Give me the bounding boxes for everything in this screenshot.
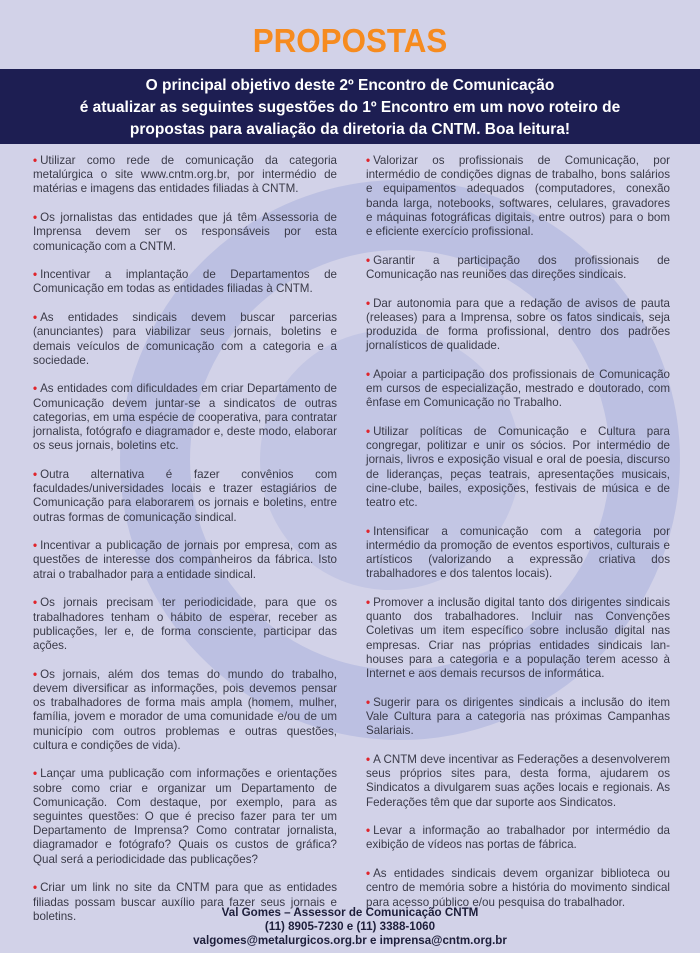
bullet-icon: • <box>366 425 371 439</box>
bullet-icon: • <box>33 596 38 610</box>
bullet-icon: • <box>366 596 371 610</box>
footer-emails: valgomes@metalurgicos.org.br e imprensa@cntm.org.br <box>193 934 507 947</box>
bullet-icon: • <box>33 467 38 481</box>
proposal-text: Lançar uma publicação com informações e orientações sobre como criar e organizar um Departamento de Comunicação. Com destaque, por exemplo, para as seguintes questões: O que é preciso fazer para ter um Departamento de Imprensa? Como contratar jornalista, diagramador e fotógrafo? Quais os custos de gráfica? Qual será a periodicidade das publicações? <box>33 767 337 866</box>
proposal-item <box>33 382 337 453</box>
proposal-text: Utilizar como rede de comunicação da categoria metalúrgica o site www.cntm.org.br, por intermédio de matérias e imagens das entidades filiadas à CNTM. <box>33 154 337 196</box>
proposal-text: Valorizar os profissionais de Comunicação, por intermédio de condições dignas de trabalho, bons salários e equipamentos adequados (computadores, conexão banda larga, notebooks, softwares, celulares, gravadores e máquinas fotográficas digitais, entre outros) para o bom e eficiente exercício profissional. <box>366 154 670 239</box>
bullet-icon: • <box>366 695 371 709</box>
proposal-item <box>366 254 670 282</box>
proposal-item <box>366 425 670 510</box>
proposal-text: Apoiar a participação dos profissionais de Comunicação em cursos de especialização, mestrado e doutorado, com ênfase em Comunicação no Trabalho. <box>366 367 670 410</box>
intro-banner <box>0 69 700 144</box>
proposal-item <box>33 211 337 254</box>
proposal-text: A CNTM deve incentivar as Federações a desenvolverem seus próprios sites para, desta forma, ajudarem os Sindicatos a divulgarem suas ações locais e regionais. As Federações têm que dar suporte aos Sindicatos. <box>366 752 670 809</box>
proposal-item <box>366 596 670 681</box>
proposal-text: As entidades com dificuldades em criar Departamento de Comunicação devem juntar-se a sindicatos de outras categorias, em uma espécie de cooperativa, para contratar jornalista, fotógrafo e diagramador e, deste modo, elaborar os seus jornais, boletins etc. <box>33 382 337 453</box>
proposal-text: Incentivar a publicação de jornais por empresa, com as questões de interesse dos companheiros da fábrica. Isto atrai o trabalhador para a entidade sindical. <box>33 539 337 581</box>
proposal-item <box>33 468 337 525</box>
proposal-item <box>33 596 337 653</box>
proposal-text: Sugerir para os dirigentes sindicais a inclusão do item Vale Cultura para a categoria nas próximas Campanhas Salariais. <box>366 695 670 738</box>
bullet-icon: • <box>366 867 371 881</box>
proposal-item <box>33 539 337 582</box>
proposal-text: As entidades sindicais devem organizar biblioteca ou centro de memória sobre a história do movimento sindical para acesso público e/ou pesquisa do trabalhador. <box>366 867 670 909</box>
proposal-item <box>366 867 670 910</box>
bullet-icon: • <box>366 367 371 381</box>
proposal-text: Levar a informação ao trabalhador por intermédio da exibição de vídeos nas portas de fábrica. <box>366 824 670 852</box>
proposal-text: Dar autonomia para que a redação de avisos de pauta (releases) para a Imprensa, sobre os fatos sindicais, seja produzida de forma profissional, dentro dos padrões jornalísticos de qualidade. <box>366 296 670 353</box>
proposal-text: Os jornais precisam ter periodicidade, para que os trabalhadores tenham o hábito de esperar, receber as publicações, ler e, de forma consciente, participar das ações. <box>33 596 337 652</box>
bullet-icon: • <box>366 296 371 310</box>
footer-phones: (11) 8905-7230 e (11) 3388-1060 <box>264 920 436 933</box>
footer-author: Val Gomes – Assessor de Comunicação CNTM <box>221 906 479 919</box>
bullet-icon: • <box>33 539 38 553</box>
bullet-icon: • <box>366 524 371 538</box>
proposal-item <box>33 311 337 368</box>
bullet-icon: • <box>366 752 371 766</box>
bullet-icon: • <box>33 881 38 895</box>
proposal-item <box>366 696 670 739</box>
proposal-text: Incentivar a implantação de Departamentos de Comunicação em todas as entidades filiadas à CNTM. <box>33 268 337 296</box>
bullet-icon: • <box>366 154 371 167</box>
bullet-icon: • <box>33 154 38 167</box>
intro-line-1: O principal objetivo deste 2º Encontro de Comunicação <box>145 77 555 94</box>
proposal-text: Os jornalistas das entidades que já têm Assessoria de Imprensa devem ser os responsáveis por esta comunicação com a CNTM. <box>33 211 337 253</box>
proposal-item <box>33 154 337 197</box>
proposal-text: Criar um link no site da CNTM para que as entidades filiadas possam buscar auxílio para fazer seus jornais e boletins. <box>33 881 337 923</box>
proposal-item <box>366 753 670 810</box>
proposal-item <box>366 154 670 239</box>
proposal-item <box>366 525 670 582</box>
bullet-icon: • <box>33 667 38 681</box>
proposal-item <box>366 368 670 411</box>
proposal-item <box>366 297 670 354</box>
proposal-text: As entidades sindicais devem buscar parcerias (anunciantes) para viabilizar seus jornais, boletins e demais veículos de comunicação com a categoria e a sociedade. <box>33 311 337 367</box>
proposal-item <box>33 668 337 753</box>
proposal-text: Utilizar políticas de Comunicação e Cultura para congregar, politizar e unir os sócios. Por intermédio de jornais, livros e exposição visual e oral de poesia, discurso de lideranças, peças teatrais, apresentações musicais, cine-clube, bailes, exposições, festivais de música e de teatro etc. <box>366 425 670 510</box>
proposal-text: Os jornais, além dos temas do mundo do trabalho, devem diversificar as informações, pois devemos pensar os trabalhadores de forma mais ampla (homem, mulher, família, jovem e morador de uma comunidade e/ou de um município com outros problemas e outras questões, cultura e condições de vida). <box>33 667 337 752</box>
bullet-icon: • <box>33 311 38 325</box>
bullet-icon: • <box>33 268 38 282</box>
bullet-icon: • <box>366 824 371 838</box>
left-column <box>33 154 337 938</box>
proposal-text: Intensificar a comunicação com a categoria por intermédio da promoção de eventos esportivos, culturais e artísticos (valorizando a expressão criativa dos trabalhadores e dos talentos locais). <box>366 524 670 581</box>
bullet-icon: • <box>366 253 371 267</box>
proposal-item <box>33 268 337 296</box>
intro-line-2: é atualizar as seguintes sugestões do 1º Encontro em um novo roteiro de <box>79 99 621 116</box>
proposal-text: Promover a inclusão digital tanto dos dirigentes sindicais quanto dos trabalhadores. Incluir nas Convenções Coletivas um item específico sobre inclusão digital nas empresas. Criar nas próprias entidades sindicais lan-houses para a categoria e a população terem acesso à Internet e aos demais recursos de informática. <box>366 596 670 681</box>
intro-line-3: propostas para avaliação da diretoria da CNTM. Boa leitura! <box>129 121 571 138</box>
bullet-icon: • <box>33 382 38 396</box>
proposal-text: Outra alternativa é fazer convênios com faculdades/universidades locais e trazer estagiários de Comunicação para elaborarem os jornais e boletins, entre outras formas de comunicação sindical. <box>33 467 337 524</box>
bullet-icon: • <box>33 211 38 225</box>
right-column <box>366 154 670 924</box>
footer-contact <box>0 906 700 948</box>
proposal-item <box>366 824 670 852</box>
proposal-text: Garantir a participação dos profissionais de Comunicação nas reuniões das direções sindicais. <box>366 253 670 281</box>
bullet-icon: • <box>33 767 38 781</box>
proposal-item <box>33 767 337 866</box>
page-title: PROPOSTAS <box>252 22 448 59</box>
